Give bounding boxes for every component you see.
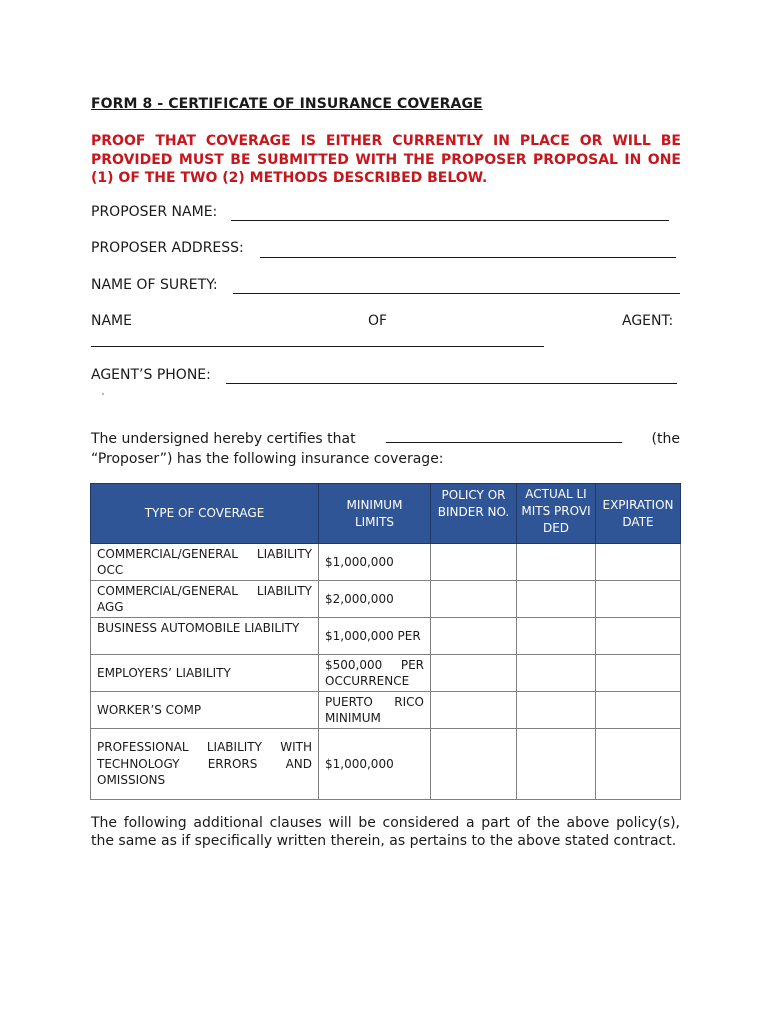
proposer-certify-field[interactable] — [386, 428, 622, 443]
policy-number-cell[interactable] — [431, 692, 517, 729]
proposer-address-field[interactable] — [260, 257, 676, 258]
minimum-limit-cell: $500,000 PER OCCURRENCE — [319, 655, 431, 692]
policy-number-cell[interactable] — [431, 618, 517, 655]
policy-number-cell[interactable] — [431, 655, 517, 692]
agent-name-label-agent: AGENT: — [622, 313, 674, 329]
table-row — [91, 544, 681, 581]
agent-name-label-of: OF — [368, 313, 388, 329]
additional-clauses-text: The following additional clauses will be considered a part of the above policy(s), the same as if specifically written therein, as pertains to the above stated contract. — [91, 815, 680, 849]
actual-limit-cell[interactable] — [517, 581, 596, 618]
agent-name-field[interactable] — [91, 346, 544, 347]
expiration-date-cell[interactable] — [596, 618, 681, 655]
expiration-date-cell[interactable] — [596, 729, 681, 800]
policy-number-cell[interactable] — [431, 729, 517, 800]
minimum-limit-cell: $1,000,000 — [319, 544, 431, 581]
proposer-name-label: PROPOSER NAME: — [91, 204, 218, 220]
form-title: FORM 8 - CERTIFICATE OF INSURANCE COVERAGE — [91, 96, 483, 112]
header-type-of-coverage: TYPE OF COVERAGE — [91, 484, 319, 544]
actual-limit-cell[interactable] — [517, 655, 596, 692]
agent-phone-field[interactable] — [226, 383, 677, 384]
table-row — [91, 581, 681, 618]
certification-text-end: (the — [651, 431, 680, 447]
coverage-type-cell: BUSINESS AUTOMOBILE LIABILITY — [91, 618, 319, 655]
header-minimum-limits: MINIMUM LIMITS — [319, 484, 431, 544]
actual-limit-cell[interactable] — [517, 729, 596, 800]
header-actual-limits: ACTUAL LIMITS PROVIDED — [517, 484, 596, 544]
submission-warning: PROOF THAT COVERAGE IS EITHER CURRENTLY IN PLACE OR WILL BE PROVIDED MUST BE SUBMITTED WITH THE PROPOSER PROPOSAL IN ONE (1) OF THE TWO (2) METHODS DESCRIBED BELOW. — [91, 133, 681, 186]
actual-limit-cell[interactable] — [517, 544, 596, 581]
expiration-date-cell[interactable] — [596, 581, 681, 618]
agent-name-label-name: NAME — [91, 313, 132, 329]
table-row — [91, 692, 681, 729]
minimum-limit-cell: $2,000,000 — [319, 581, 431, 618]
coverage-type-cell: COMMERCIAL/GENERAL LIABILITY OCC — [91, 544, 319, 581]
actual-limit-cell[interactable] — [517, 692, 596, 729]
expiration-date-cell[interactable] — [596, 692, 681, 729]
coverage-table — [90, 483, 681, 800]
coverage-type-cell: COMMERCIAL/GENERAL LIABILITY AGG — [91, 581, 319, 618]
minimum-limit-cell: $1,000,000 PER — [319, 618, 431, 655]
certification-statement — [91, 428, 680, 469]
minimum-limit-cell: $1,000,000 — [319, 729, 431, 800]
policy-number-cell[interactable] — [431, 581, 517, 618]
certification-text-start: The undersigned hereby certifies that — [91, 431, 356, 447]
header-expiration-date: EXPIRATION DATE — [596, 484, 681, 544]
table-row — [91, 655, 681, 692]
stray-dot — [102, 393, 104, 395]
policy-number-cell[interactable] — [431, 544, 517, 581]
coverage-type-cell: PROFESSIONAL LIABILITY WITH TECHNOLOGY ERRORS AND OMISSIONS — [91, 729, 319, 800]
expiration-date-cell[interactable] — [596, 544, 681, 581]
coverage-type-cell: WORKER’S COMP — [91, 692, 319, 729]
table-row — [91, 618, 681, 655]
table-header-row — [91, 484, 681, 544]
surety-name-field[interactable] — [233, 293, 680, 294]
expiration-date-cell[interactable] — [596, 655, 681, 692]
surety-name-label: NAME OF SURETY: — [91, 277, 218, 293]
minimum-limit-cell: PUERTO RICO MINIMUM — [319, 692, 431, 729]
header-policy-binder-no: POLICY OR BINDER NO. — [431, 484, 517, 544]
agent-phone-label: AGENT’S PHONE: — [91, 367, 211, 383]
actual-limit-cell[interactable] — [517, 618, 596, 655]
proposer-name-field[interactable] — [231, 220, 669, 221]
proposer-address-label: PROPOSER ADDRESS: — [91, 240, 244, 256]
certification-line2: “Proposer”) has the following insurance coverage: — [91, 451, 444, 467]
coverage-type-cell: EMPLOYERS’ LIABILITY — [91, 655, 319, 692]
table-row — [91, 729, 681, 800]
